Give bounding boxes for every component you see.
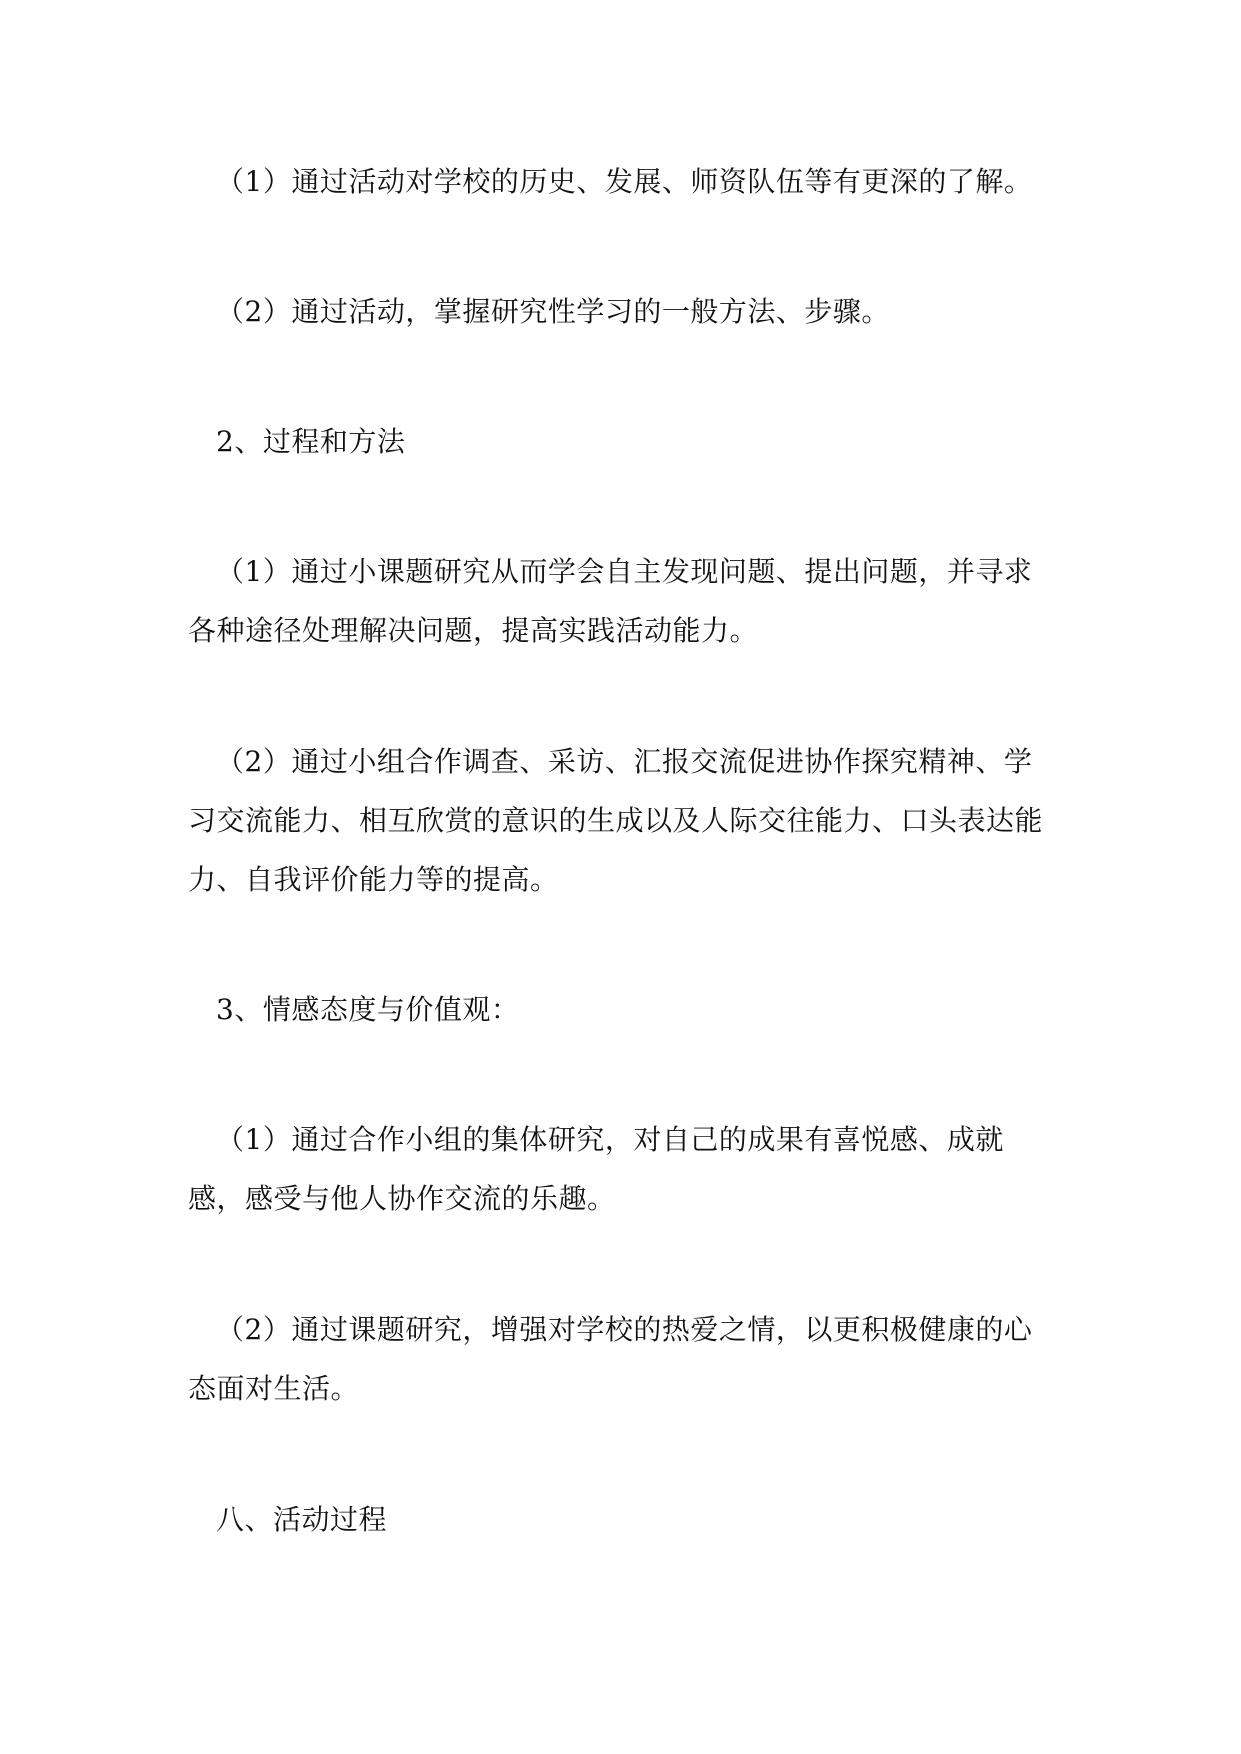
paragraph-process-1: （1）通过小课题研究从而学会自主发现问题、提出问题，并寻求各种途径处理解决问题，提高实践活动能力。 [188,555,1033,647]
paragraph-process-2: （2）通过小组合作调查、采访、汇报交流促进协作探究精神、学习交流能力、相互欣赏的意识的生成以及人际交往能力、口头表达能力、自我评价能力等的提高。 [188,745,1044,896]
paragraph-knowledge-2: （2）通过活动，掌握研究性学习的一般方法、步骤。 [216,295,890,328]
paragraph-emotion-2: （2）通过课题研究，增强对学校的热爱之情，以更积极健康的心态面对生活。 [188,1313,1033,1405]
paragraph-knowledge-1: （1）通过活动对学校的历史、发展、师资队伍等有更深的了解。 [216,165,1033,198]
section-heading-emotion-values: 3、情感态度与价值观： [216,993,520,1026]
section-heading-process-method: 2、过程和方法 [216,425,406,458]
paragraph-emotion-1: （1）通过合作小组的集体研究，对自己的成果有喜悦感、成就感，感受与他人协作交流的乐趣。 [188,1123,1004,1215]
section-heading-activity-process: 八、活动过程 [216,1503,388,1536]
